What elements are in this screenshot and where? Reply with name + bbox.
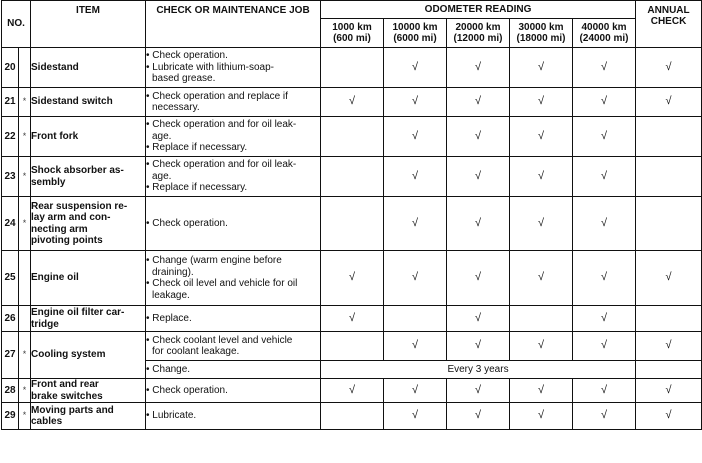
row-item-line: necting arm xyxy=(31,223,88,235)
row-number: 21 xyxy=(2,88,19,117)
row-item xyxy=(31,403,146,430)
row-job xyxy=(146,117,321,157)
check-cell: √ xyxy=(573,251,636,306)
check-cell: √ xyxy=(510,403,573,430)
check-cell: √ xyxy=(321,306,384,332)
row-job-line: • Check operation. xyxy=(146,217,228,229)
header-no: NO. xyxy=(2,1,31,48)
row-job xyxy=(146,332,321,361)
row-asterisk: * xyxy=(19,403,31,430)
header-reading xyxy=(510,19,573,48)
check-cell: √ xyxy=(321,88,384,117)
row-job xyxy=(146,361,321,379)
check-cell: √ xyxy=(384,117,447,157)
table-row xyxy=(2,157,702,197)
annual-check-cell xyxy=(636,117,702,157)
annual-check-cell: √ xyxy=(636,379,702,403)
row-job-line: • Check operation and for oil leak- xyxy=(146,159,297,171)
row-number: 25 xyxy=(2,251,19,306)
row-asterisk xyxy=(19,306,31,332)
row-item-line: Moving parts and xyxy=(31,404,114,416)
table-row xyxy=(2,251,702,306)
annual-check-cell: √ xyxy=(636,251,702,306)
check-cell: √ xyxy=(573,88,636,117)
row-job-line: leakage. xyxy=(152,289,190,301)
row-item-line: Cooling system xyxy=(31,349,106,361)
row-item-line: tridge xyxy=(31,318,59,330)
check-cell xyxy=(321,48,384,88)
check-cell: √ xyxy=(573,48,636,88)
row-asterisk: * xyxy=(19,332,31,379)
row-item xyxy=(31,48,146,88)
check-cell: √ xyxy=(510,88,573,117)
header-odometer: ODOMETER READING xyxy=(321,1,636,19)
check-cell: √ xyxy=(384,48,447,88)
check-cell: √ xyxy=(510,197,573,251)
header-reading-km: 10000 km xyxy=(392,22,438,33)
check-cell: √ xyxy=(447,48,510,88)
row-item xyxy=(31,197,146,251)
annual-check-cell xyxy=(636,197,702,251)
row-job-line: • Replace if necessary. xyxy=(146,142,248,154)
check-cell: √ xyxy=(447,379,510,403)
row-job-line: • Replace if necessary. xyxy=(146,182,248,194)
annual-check-cell: √ xyxy=(636,48,702,88)
row-asterisk: * xyxy=(19,117,31,157)
row-job-line: • Lubricate with lithium-soap- xyxy=(146,61,274,73)
table-row xyxy=(2,332,702,361)
row-item xyxy=(31,88,146,117)
header-reading-mi: (24000 mi) xyxy=(579,33,629,44)
table-row xyxy=(2,88,702,117)
check-cell: √ xyxy=(447,403,510,430)
row-number: 23 xyxy=(2,157,19,197)
row-job xyxy=(146,251,321,306)
row-asterisk xyxy=(19,48,31,88)
row-item-line: pivoting points xyxy=(31,235,103,246)
row-job-line: • Check operation and replace if xyxy=(146,90,288,102)
row-item xyxy=(31,332,146,379)
check-cell: √ xyxy=(573,332,636,361)
check-cell: √ xyxy=(384,88,447,117)
annual-check-cell xyxy=(636,361,702,379)
row-item-line: Sidestand xyxy=(31,61,79,73)
row-item-line: lay arm and con- xyxy=(31,212,111,223)
check-cell xyxy=(321,332,384,361)
row-job xyxy=(146,197,321,251)
row-item xyxy=(31,251,146,306)
annual-check-cell: √ xyxy=(636,403,702,430)
check-cell: √ xyxy=(447,306,510,332)
check-cell: √ xyxy=(321,251,384,306)
table-row xyxy=(2,48,702,88)
header-reading-mi: (12000 mi) xyxy=(453,33,503,44)
check-cell: √ xyxy=(384,332,447,361)
header-reading-km: 40000 km xyxy=(581,22,627,33)
row-job-line: • Check coolant level and vehicle xyxy=(146,334,293,346)
row-job-line: age. xyxy=(152,130,172,142)
table-row xyxy=(2,197,702,251)
row-number: 28 xyxy=(2,379,19,403)
row-number: 20 xyxy=(2,48,19,88)
row-number: 22 xyxy=(2,117,19,157)
row-asterisk: * xyxy=(19,157,31,197)
table-row xyxy=(2,403,702,430)
check-cell xyxy=(510,306,573,332)
header-reading xyxy=(384,19,447,48)
check-cell: √ xyxy=(510,157,573,197)
check-cell: √ xyxy=(510,251,573,306)
row-number: 26 xyxy=(2,306,19,332)
row-job-line: based grease. xyxy=(152,73,216,85)
row-job xyxy=(146,88,321,117)
check-cell: √ xyxy=(573,379,636,403)
row-item-line: Front fork xyxy=(31,130,79,142)
row-job-line: • Check oil level and vehicle for oil xyxy=(146,278,298,289)
check-cell: √ xyxy=(573,403,636,430)
check-cell: √ xyxy=(510,379,573,403)
check-cell: √ xyxy=(447,157,510,197)
row-job-line: • Replace. xyxy=(146,312,192,324)
check-cell: √ xyxy=(510,117,573,157)
row-job-line: • Check operation. xyxy=(146,384,228,396)
row-item-line: Rear suspension re- xyxy=(31,200,128,212)
schedule-body xyxy=(2,48,702,430)
check-cell xyxy=(321,157,384,197)
row-asterisk: * xyxy=(19,379,31,403)
row-item-line: Shock absorber as- xyxy=(31,165,124,176)
row-job-line: draining). xyxy=(152,266,194,278)
check-cell xyxy=(321,403,384,430)
row-item-line: brake switches xyxy=(31,390,103,402)
check-cell: √ xyxy=(447,197,510,251)
table-row xyxy=(2,117,702,157)
row-job xyxy=(146,379,321,403)
check-cell: √ xyxy=(447,251,510,306)
row-item xyxy=(31,157,146,197)
check-cell: √ xyxy=(573,117,636,157)
header-reading-km: 20000 km xyxy=(455,22,501,33)
check-cell: √ xyxy=(573,306,636,332)
header-annual-line2: CHECK xyxy=(650,16,687,27)
header-reading xyxy=(573,19,636,48)
row-asterisk: * xyxy=(19,197,31,251)
row-number: 24 xyxy=(2,197,19,251)
check-cell: √ xyxy=(510,332,573,361)
table-row xyxy=(2,306,702,332)
row-job-line: for coolant leakage. xyxy=(152,346,240,357)
check-cell: √ xyxy=(447,117,510,157)
check-cell xyxy=(384,306,447,332)
annual-check-cell xyxy=(636,157,702,197)
check-cell: √ xyxy=(384,197,447,251)
row-number: 29 xyxy=(2,403,19,430)
annual-check-cell: √ xyxy=(636,88,702,117)
check-cell: √ xyxy=(510,48,573,88)
row-job-line: necessary. xyxy=(152,102,200,113)
annual-check-cell xyxy=(636,306,702,332)
row-job-line: • Check operation and for oil leak- xyxy=(146,119,297,131)
header-item: ITEM xyxy=(31,1,146,48)
row-item-line: Engine oil xyxy=(31,272,79,284)
annual-check-cell: √ xyxy=(636,332,702,361)
row-job-line: • Change. xyxy=(146,363,191,375)
check-cell xyxy=(321,117,384,157)
header-reading-mi: (18000 mi) xyxy=(516,33,566,44)
row-item-line: Front and rear xyxy=(31,379,99,390)
row-job-line: • Change (warm engine before xyxy=(146,255,282,266)
header-reading-km: 1000 km xyxy=(332,22,372,33)
check-cell: √ xyxy=(447,332,510,361)
row-item-line: sembly xyxy=(31,176,66,188)
check-cell xyxy=(321,197,384,251)
check-cell: √ xyxy=(573,157,636,197)
header-reading-mi: (600 mi) xyxy=(333,33,371,44)
row-job-line: • Check operation. xyxy=(146,50,228,62)
check-cell: √ xyxy=(321,379,384,403)
row-job xyxy=(146,306,321,332)
row-item xyxy=(31,306,146,332)
maintenance-schedule-table xyxy=(1,0,702,430)
row-number: 27 xyxy=(2,332,19,379)
header-reading-km: 30000 km xyxy=(518,22,564,33)
check-cell: √ xyxy=(384,251,447,306)
row-asterisk: * xyxy=(19,88,31,117)
row-job xyxy=(146,157,321,197)
check-cell: √ xyxy=(384,403,447,430)
header-job: CHECK OR MAINTENANCE JOB xyxy=(146,1,321,48)
row-asterisk xyxy=(19,251,31,306)
row-item-line: cables xyxy=(31,416,63,427)
table-row xyxy=(2,379,702,403)
interval-span-cell: Every 3 years xyxy=(321,361,636,379)
row-item xyxy=(31,117,146,157)
header-reading xyxy=(447,19,510,48)
check-cell: √ xyxy=(384,379,447,403)
row-job xyxy=(146,48,321,88)
row-job xyxy=(146,403,321,430)
header-reading-mi: (6000 mi) xyxy=(393,33,437,44)
header-annual-check xyxy=(636,1,702,48)
header-reading xyxy=(321,19,384,48)
header-annual-line1: ANNUAL xyxy=(647,5,690,16)
row-item-line: Sidestand switch xyxy=(31,96,113,108)
row-job-line: • Lubricate. xyxy=(146,410,197,422)
row-job-line: age. xyxy=(152,170,172,182)
row-item-line: Engine oil filter car- xyxy=(31,307,125,318)
check-cell: √ xyxy=(384,157,447,197)
row-item xyxy=(31,379,146,403)
check-cell: √ xyxy=(447,88,510,117)
check-cell: √ xyxy=(573,197,636,251)
